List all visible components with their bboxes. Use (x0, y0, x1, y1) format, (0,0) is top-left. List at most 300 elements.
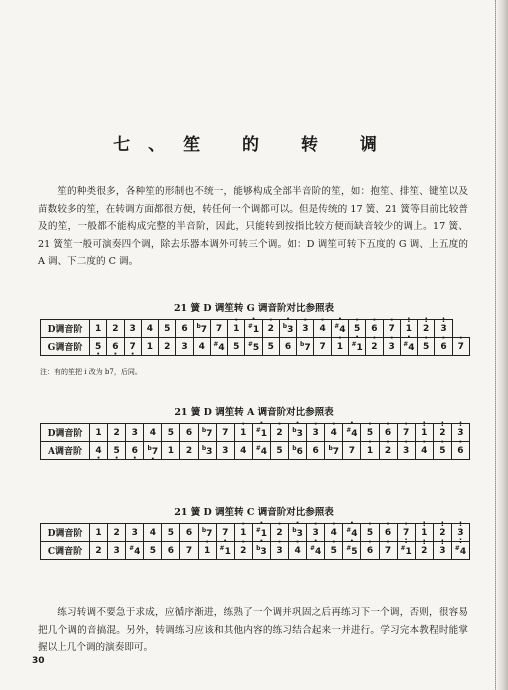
note-value (186, 528, 192, 538)
note-digit: 6 (312, 445, 319, 456)
note-cell (433, 542, 451, 560)
note-value (346, 545, 357, 557)
note-value (129, 545, 140, 557)
note-digit: 2 (185, 445, 193, 456)
note-value (95, 428, 101, 438)
note-value (292, 427, 303, 439)
note-cell (418, 338, 435, 356)
note-digit: 4 (294, 545, 301, 556)
note-value (186, 546, 192, 556)
sharp-sign: # (346, 544, 352, 552)
note-digit: 4 (95, 445, 102, 456)
note-value (283, 323, 294, 335)
note-cell (144, 424, 162, 442)
note-value (147, 342, 153, 352)
note-value (276, 446, 282, 456)
note-digit: 4 (240, 445, 247, 456)
note-cell (366, 338, 383, 356)
note-digit: 7 (200, 324, 207, 335)
note-digit: 7 (319, 341, 326, 352)
note-value (196, 323, 207, 335)
note-value (222, 428, 228, 438)
sharp-sign: # (255, 444, 261, 452)
table-caption-c: 21 簧 D 调笙转 C 调音阶对比参照表 (174, 507, 334, 518)
note-cell (126, 424, 144, 442)
note-value (222, 446, 228, 456)
note-value (132, 528, 138, 538)
page-edge (495, 0, 508, 690)
note-digit: 4 (315, 546, 322, 557)
note-value (389, 342, 395, 352)
note-digit: 7 (348, 445, 355, 456)
sharp-sign: # (346, 526, 352, 534)
note-digit: 3 (113, 545, 120, 556)
note-digit: 4 (134, 546, 141, 557)
note-cell (162, 524, 180, 542)
note-cell (451, 442, 469, 460)
note-value (331, 546, 337, 556)
note-value (328, 445, 339, 457)
flat-sign: b (292, 444, 297, 452)
note-value (371, 342, 377, 352)
note-digit: 4 (198, 341, 205, 352)
note-digit: 6 (371, 323, 378, 334)
note-digit: 3 (312, 527, 319, 538)
sharp-sign: # (310, 544, 316, 552)
note-digit: 4 (351, 428, 358, 439)
note-digit: 3 (296, 428, 303, 439)
note-cell (270, 424, 288, 442)
note-digit: 6 (457, 445, 464, 456)
note-digit: 1 (356, 342, 363, 353)
note-digit: 7 (403, 427, 410, 438)
note-digit: 3 (302, 323, 309, 334)
note-digit: 2 (439, 527, 446, 538)
note-value (302, 324, 308, 334)
note-cell (451, 542, 469, 560)
note-value (367, 546, 373, 556)
note-digit: 6 (440, 341, 447, 352)
note-value (439, 446, 445, 456)
note-digit: 5 (267, 341, 274, 352)
note-digit: 5 (439, 445, 446, 456)
flat-sign: b (282, 322, 288, 330)
sharp-sign: # (403, 340, 409, 348)
note-cell (400, 338, 417, 356)
note-value (248, 323, 259, 335)
note-cell (108, 424, 126, 442)
note-digit: 3 (457, 427, 464, 438)
note-value (385, 546, 391, 556)
note-value (256, 427, 267, 439)
note-cell (216, 424, 234, 442)
note-cell (108, 442, 126, 460)
note-cell (193, 320, 210, 338)
note-cell (162, 542, 180, 560)
note-cell (193, 338, 210, 356)
note-cell (383, 338, 400, 356)
flat-sign: b (201, 526, 207, 534)
note-digit: 2 (113, 527, 120, 538)
note-cell (144, 542, 162, 560)
note-value (114, 528, 120, 538)
note-cell (397, 542, 415, 560)
note-value (310, 545, 321, 557)
note-digit: 1 (95, 527, 102, 538)
note-value (114, 428, 120, 438)
flat-sign: b (292, 426, 297, 434)
table-d-to-g (40, 319, 470, 356)
note-value (199, 342, 205, 352)
note-value (367, 446, 373, 456)
note-cell (159, 338, 176, 356)
note-cell (126, 524, 144, 542)
note-digit: 5 (167, 527, 175, 538)
note-digit: 7 (457, 341, 464, 352)
note-value (202, 445, 213, 457)
page-title: 七、笙 的 转 调 (113, 135, 395, 155)
note-value (233, 342, 239, 352)
note-cell (325, 542, 343, 560)
note-cell (314, 338, 331, 356)
note-cell (331, 338, 348, 356)
note-value (95, 446, 101, 456)
note-cell (198, 442, 216, 460)
note-digit: 3 (222, 445, 229, 456)
table-row (41, 338, 470, 356)
note-value (132, 428, 138, 438)
note-digit: 3 (440, 323, 447, 334)
note-value (300, 341, 311, 353)
note-digit: 6 (181, 323, 188, 334)
note-cell (90, 542, 108, 560)
sharp-sign: # (129, 544, 135, 552)
note-digit: 7 (206, 428, 213, 439)
note-digit: 4 (330, 527, 337, 538)
note-digit: 7 (403, 527, 410, 538)
note-value (168, 546, 174, 556)
note-cell (108, 524, 126, 542)
note-digit: 5 (167, 427, 175, 438)
note-cell (415, 442, 433, 460)
note-digit: 7 (222, 527, 229, 538)
note-cell (90, 320, 107, 338)
note-value (186, 446, 192, 456)
note-cell (270, 442, 288, 460)
flat-sign: b (196, 322, 201, 330)
note-value (292, 445, 303, 457)
note-cell (279, 338, 296, 356)
note-value (164, 324, 170, 334)
row-label: D调音阶 (41, 524, 90, 542)
note-cell (180, 524, 198, 542)
note-digit: 5 (149, 545, 156, 556)
note-value (276, 428, 282, 438)
row-label: D调音阶 (41, 424, 90, 442)
note-digit: 1 (260, 428, 268, 439)
note-cell (90, 424, 108, 442)
sharp-sign: # (454, 544, 460, 552)
note-cell (126, 542, 144, 560)
note-value (268, 324, 274, 334)
note-digit: 6 (296, 446, 303, 457)
note-cell (90, 442, 108, 460)
note-value (319, 342, 325, 352)
note-digit: 7 (215, 323, 223, 334)
note-cell (210, 320, 227, 338)
note-value (349, 446, 355, 456)
note-digit: 3 (260, 546, 267, 557)
note-value (220, 545, 231, 557)
note-digit: 3 (206, 446, 213, 457)
note-value (294, 546, 300, 556)
note-digit: 2 (112, 323, 119, 334)
note-cell (435, 338, 452, 356)
note-cell (245, 320, 262, 338)
note-value (148, 445, 159, 457)
note-cell (180, 542, 198, 560)
note-value (168, 446, 174, 456)
note-digit: 4 (218, 342, 225, 353)
note-cell (198, 424, 216, 442)
note-cell (433, 442, 451, 460)
note-value (319, 324, 325, 334)
note-digit: 3 (131, 427, 138, 438)
note-value (331, 428, 337, 438)
note-digit: 6 (366, 545, 374, 556)
note-cell (234, 542, 252, 560)
note-value (240, 446, 246, 456)
table-row (41, 542, 470, 560)
note-value (147, 324, 153, 334)
note-value (114, 546, 120, 556)
note-digit: 1 (405, 546, 412, 557)
note-cell (176, 338, 193, 356)
row-label: G调音阶 (41, 338, 90, 356)
note-cell (343, 542, 361, 560)
note-cell (162, 442, 180, 460)
note-digit: 4 (339, 324, 346, 335)
note-digit: 1 (421, 527, 428, 538)
note-value (457, 446, 463, 456)
note-cell (252, 424, 270, 442)
note-cell (210, 338, 227, 356)
note-value (400, 545, 411, 557)
note-digit: 6 (112, 341, 119, 352)
note-digit: 3 (457, 527, 464, 538)
note-cell (415, 542, 433, 560)
note-digit: 5 (233, 341, 240, 352)
note-cell (379, 442, 397, 460)
note-digit: 4 (319, 323, 326, 334)
sharp-sign: # (247, 340, 253, 348)
note-cell (262, 320, 279, 338)
note-digit: 5 (95, 341, 102, 352)
note-cell (379, 542, 397, 560)
note-cell (90, 524, 108, 542)
note-cell (176, 320, 193, 338)
note-cell (361, 542, 379, 560)
closing-paragraph: 练习转调不要急于求成，应循序渐进，练熟了一个调并巩固之后再练习下一个调，否则，很容易把几个调的音搞混。另外，转调练习应该和其他内容的练习结合起来一并进行。学习完本教程时能掌握以上几个调的演奏即可。 (38, 607, 468, 653)
flat-sign: b (300, 340, 305, 348)
note-value (268, 342, 274, 352)
note-cell (270, 542, 288, 560)
note-value (112, 324, 118, 334)
note-digit: 6 (167, 545, 175, 556)
note-cell (245, 338, 262, 356)
note-cell (297, 320, 314, 338)
note-digit: 5 (164, 323, 171, 334)
note-value (233, 324, 239, 334)
note-digit: 4 (351, 528, 358, 539)
note-value (440, 342, 446, 352)
note-digit: 1 (95, 427, 102, 438)
note-value (130, 342, 136, 352)
note-value (403, 341, 414, 353)
note-digit: 7 (151, 446, 159, 457)
note-digit: 3 (287, 324, 294, 335)
note-value (181, 324, 187, 334)
note-cell (307, 442, 325, 460)
note-cell (279, 320, 296, 338)
note-cell (307, 542, 325, 560)
note-digit: 1 (252, 324, 260, 335)
note-value (150, 428, 156, 438)
note-cell (348, 338, 365, 356)
row-label: C调音阶 (41, 542, 90, 560)
flat-sign: b (292, 526, 297, 534)
note-digit: 4 (421, 445, 428, 456)
note-cell (107, 338, 124, 356)
note-digit: 4 (260, 446, 268, 457)
note-digit: 4 (459, 546, 467, 557)
note-value (337, 342, 343, 352)
note-value (114, 446, 120, 456)
note-digit: 2 (164, 341, 171, 352)
page-number: 30 (32, 656, 45, 666)
note-digit: 5 (353, 323, 361, 334)
note-digit: 2 (421, 545, 428, 556)
note-digit: 1 (203, 545, 211, 556)
note-cell (325, 442, 343, 460)
note-value (132, 446, 138, 456)
note-value (168, 428, 174, 438)
note-value (186, 428, 192, 438)
note-digit: 1 (240, 427, 247, 438)
note-value (346, 427, 357, 439)
note-value (421, 446, 427, 456)
intro-paragraph: 笙的种类很多，各种笙的形制也不统一，能够构成全部半音阶的笙，如：抱笙、排笙、键笙以及苗数较多的笙，在转调方面都很方便，转任何一个调都可以。但是传统的 17 簧、21 簧等目前比较普及的笙，一般都不能构成完整的半音阶，因此，只能转到按指比较方便而缺音较少的调上。17 簧、21 簧笙一般可演奏四个调，除去乐器本调外可转三个调。如：D 调笙可转下五度的 G 调、上五度的 A 调、下二度的 C 调。 (38, 186, 468, 267)
note-cell (397, 442, 415, 460)
note-digit: 1 (336, 341, 343, 352)
note-digit: 3 (388, 341, 395, 352)
table-caption-a: 21 簧 D 调笙转 A 调音阶对比参照表 (174, 407, 334, 418)
note-digit: 4 (330, 427, 337, 438)
note-digit: 5 (330, 545, 337, 556)
table-d-to-c (40, 523, 470, 560)
note-cell (289, 442, 307, 460)
note-digit: 3 (296, 528, 303, 539)
note-cell (124, 338, 141, 356)
note-digit: 2 (113, 427, 120, 438)
note-digit: 3 (312, 427, 319, 438)
note-value (403, 446, 409, 456)
table-row (41, 442, 470, 460)
note-digit: 1 (366, 445, 374, 456)
note-value (216, 324, 222, 334)
table-row (41, 320, 470, 338)
note-value (276, 546, 282, 556)
note-value (168, 528, 174, 538)
note-cell (144, 442, 162, 460)
note-digit: 7 (388, 323, 395, 334)
note-cell (289, 424, 307, 442)
note-digit: 3 (276, 545, 283, 556)
note-cell (228, 338, 245, 356)
note-cell (325, 424, 343, 442)
note-cell (159, 320, 176, 338)
note-cell (234, 424, 252, 442)
flat-sign: b (201, 444, 207, 452)
note-cell (314, 320, 331, 338)
note-digit: 1 (240, 527, 247, 538)
note-value (213, 341, 224, 353)
note-digit: 6 (384, 427, 392, 438)
note-cell (180, 424, 198, 442)
sharp-sign: # (400, 544, 406, 552)
note-value (351, 341, 362, 353)
note-digit: 3 (181, 341, 188, 352)
note-cell (107, 320, 124, 338)
note-value (455, 545, 466, 557)
note-digit: 6 (384, 527, 392, 538)
note-cell (307, 424, 325, 442)
flat-sign: b (256, 544, 261, 552)
note-cell (108, 542, 126, 560)
note-cell (144, 524, 162, 542)
note-value (385, 446, 391, 456)
note-digit: 2 (276, 527, 283, 538)
note-value (150, 528, 156, 538)
note-digit: 5 (351, 546, 358, 557)
note-value (164, 342, 170, 352)
note-digit: 2 (240, 545, 247, 556)
note-value (95, 546, 101, 556)
note-digit: 6 (185, 427, 193, 438)
note-digit: 5 (366, 427, 374, 438)
note-value (240, 428, 246, 438)
row-label: A调音阶 (41, 442, 90, 460)
note-cell (198, 542, 216, 560)
note-value (458, 342, 464, 352)
note-cell (361, 442, 379, 460)
note-digit: 3 (439, 545, 446, 556)
note-digit: 7 (304, 342, 311, 353)
note-digit: 3 (131, 527, 138, 538)
note-digit: 5 (423, 341, 430, 352)
note-digit: 6 (284, 341, 292, 352)
note-value (256, 545, 267, 557)
note-digit: 7 (206, 528, 213, 539)
note-digit: 2 (384, 445, 392, 456)
note-digit: 7 (222, 427, 229, 438)
note-value (423, 342, 429, 352)
sharp-sign: # (334, 322, 340, 330)
note-value (150, 546, 156, 556)
note-value (112, 342, 118, 352)
note-digit: 4 (149, 527, 156, 538)
note-value (248, 341, 259, 353)
